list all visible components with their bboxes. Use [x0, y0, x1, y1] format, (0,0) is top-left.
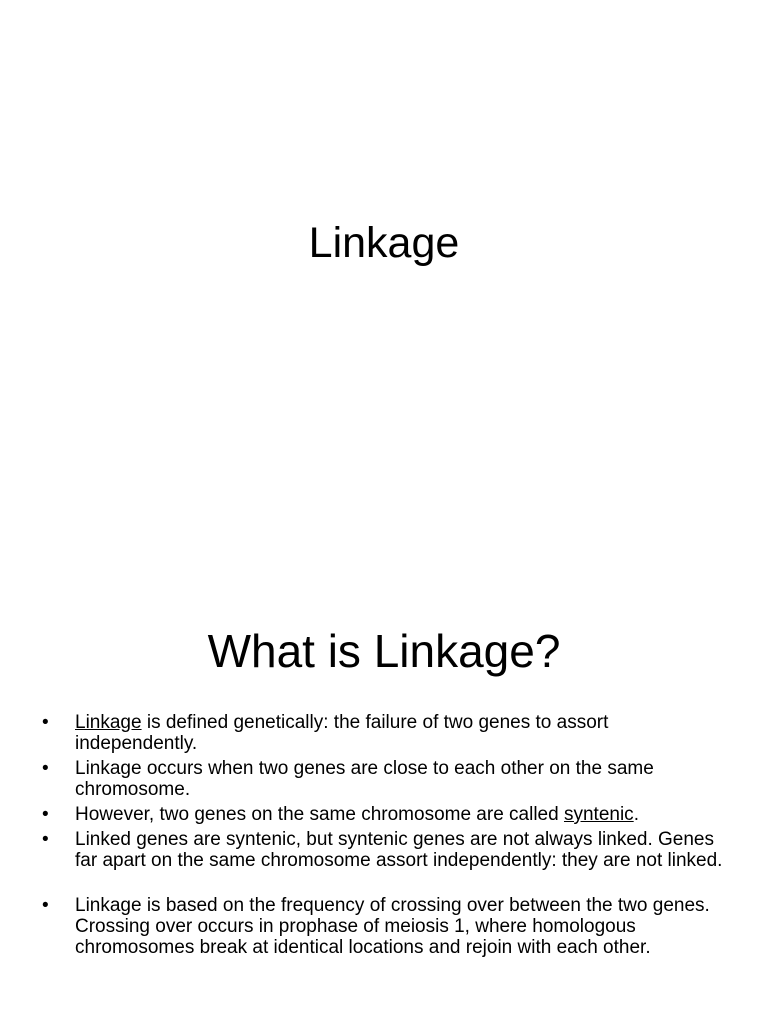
- bullet-item: [40, 829, 730, 871]
- syntenic-term: syntenic: [563, 804, 634, 825]
- linkage-term: Linkage: [75, 712, 142, 733]
- bullet-dot-icon: •: [42, 712, 49, 733]
- slide-1-title: Linkage: [308, 219, 460, 267]
- bullet-text: Linkage occurs when two genes are close to each other on the same chromosome.: [75, 758, 654, 800]
- bullet-text: Linkage is based on the frequency of crossing over between the two genes. Crossing over occurs in prophase of meiosis 1, where homologous chromosomes break at identical locations and rejoin with each other.: [75, 895, 710, 958]
- bullet-text: However, two genes on the same chromosome are called: [75, 804, 564, 825]
- bullet-text-end: .: [633, 804, 639, 825]
- bullet-text: Linked genes are syntenic, but syntenic genes are not always linked. Genes far apart on the same chromosome assort independently: they are not linked.: [75, 829, 723, 871]
- bullet-dot-icon: •: [42, 804, 49, 825]
- slide-2-title: What is Linkage?: [207, 625, 561, 677]
- bullet-dot-icon: •: [42, 758, 49, 779]
- bullet-item: [40, 712, 730, 754]
- bullet-item: [40, 804, 730, 825]
- bullet-item: [40, 895, 730, 958]
- bullet-dot-icon: •: [42, 829, 49, 850]
- bullet-list: [40, 712, 730, 962]
- bullet-text: is defined genetically: the failure of two genes to assort independently.: [75, 712, 609, 754]
- bullet-dot-icon: •: [42, 895, 49, 916]
- bullet-item: [40, 758, 730, 800]
